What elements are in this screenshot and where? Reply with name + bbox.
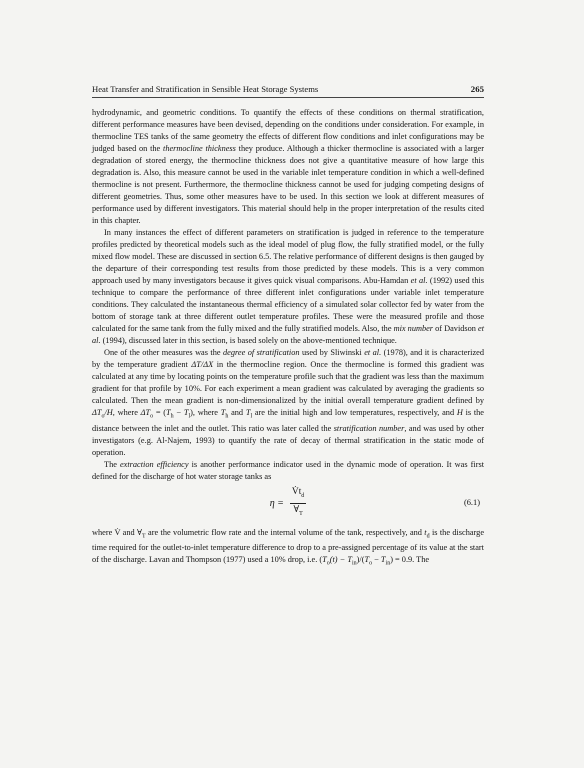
subscript: l bbox=[250, 413, 253, 420]
subscript: in bbox=[385, 560, 391, 567]
italic-text: et al. bbox=[364, 348, 382, 357]
subscript: o bbox=[369, 560, 373, 567]
text-run: hydrodynamic, and geometric conditions. To quantify the effects of these conditions on thermal stratification, different performance measures have been devised, depending on the conditions under consideration. For example, in thermocline TES tanks of the same geometry the effects of different flow conditions and inlet configurations may be judged based on the bbox=[92, 108, 484, 153]
italic-text: t bbox=[424, 527, 427, 537]
numerator-subscript: d bbox=[301, 493, 305, 500]
text-run: = ( bbox=[153, 408, 167, 417]
text-run: in the thermocline region. Once the thermocline is formed this gradient was calculated at any time by locating points on the temperature profile such that the gradient was less than the maximum gradient for that profile by 10%. For each experiment a mean gradient was calculated by averaging the gradients so calculated. Then the mean gradient is non-dimensionalized by the initial overall temperature gradient defined by bbox=[92, 360, 485, 405]
text-run: and bbox=[228, 408, 246, 417]
italic-text: et al. bbox=[410, 276, 428, 285]
subscript: l bbox=[188, 413, 191, 420]
subscript: h bbox=[225, 413, 229, 420]
italic-text: extraction efficiency bbox=[120, 459, 189, 469]
paragraph bbox=[92, 347, 484, 459]
paragraph bbox=[92, 107, 484, 227]
italic-text: mix number bbox=[393, 324, 434, 333]
text-run: − bbox=[372, 555, 381, 565]
text-run: , and was used by other investigators (e.g. Al-Najem, 1993) to quantify the rate of decay of thermal stratification in the static mode of operation. bbox=[92, 423, 484, 457]
equation-6-1 bbox=[92, 484, 484, 524]
italic-text: T bbox=[220, 408, 226, 417]
italic-text: degree of stratification bbox=[223, 348, 300, 357]
text-run: they produce. Although a thicker thermocline is associated with a larger degradation of stored energy, the thermocline thickness does not give a quantitative measure of how large this degradation is. Also, this measure cannot be used in the variable inlet temperature condition in which a well-defined thermocline is not present. Furthermore, the thermocline thickness cannot be used for judging competing designs of different geometries. Thus, some other measures have to be used. In this section we look at different measures of performance used by different investigators. This material should help in the proper interpretation of the results cited in this chapter. bbox=[92, 144, 484, 225]
equation-lhs: η = bbox=[269, 497, 284, 509]
italic-text: ΔT bbox=[92, 408, 102, 417]
page-number: 265 bbox=[470, 84, 484, 94]
italic-text: et al. bbox=[92, 324, 485, 345]
equation-denominator bbox=[293, 504, 302, 521]
subscript: in bbox=[351, 560, 357, 567]
paragraph bbox=[92, 527, 484, 570]
italic-text: stratification number bbox=[333, 423, 405, 433]
text-run: ), where bbox=[190, 408, 221, 417]
italic-text: T bbox=[380, 555, 386, 565]
text-run: , where bbox=[112, 408, 141, 417]
text-run: are the volumetric flow rate and the internal volume of the tank, respectively, and bbox=[145, 527, 425, 537]
italic-text: T bbox=[245, 408, 251, 417]
italic-text: T bbox=[364, 555, 370, 565]
text-run: is the discharge time required for the outlet-to-inlet temperature difference to drop to a pre-assigned percentage of its value at the start of the discharge. Lavan and Thompson (1977) used a 10% drop, i.e. ( bbox=[92, 527, 484, 565]
text-run: The bbox=[104, 459, 120, 469]
italic-text: ΔT/ΔX bbox=[191, 360, 214, 369]
text-run: One of the other measures was the bbox=[104, 348, 224, 357]
italic-text: T bbox=[166, 408, 171, 417]
equation-fraction bbox=[290, 486, 306, 521]
text-run: In many instances the effect of different parameters on stratification is judged in reference to the temperature profiles predicted by theoretical models such as the ideal model of plug flow, the fully stratified model, or the fully mixed flow model. These are discussed in section 6.5. The relative performance of different designs is then gauged by the departure of their corresponding test results from those predicted by these models. This is a very common approach used by many investigators because it gives quick visual comparisons. Abu-Hamdan bbox=[92, 228, 484, 285]
denominator-text: ∀ bbox=[293, 505, 300, 516]
subscript: h bbox=[170, 413, 174, 420]
paragraph bbox=[92, 227, 484, 347]
italic-text: T bbox=[183, 408, 189, 417]
italic-text: /H bbox=[104, 408, 113, 417]
italic-text: (t) − bbox=[329, 555, 348, 565]
italic-text: H bbox=[456, 408, 463, 417]
subscript: d bbox=[426, 533, 430, 540]
text-run: ) = 0.9. The bbox=[390, 555, 430, 565]
text-run: )/( bbox=[356, 555, 365, 565]
text-run: of Davidson bbox=[433, 324, 479, 333]
text-run: (1978), and it is characterized by the temperature gradient bbox=[92, 348, 484, 369]
equation-number: (6.1) bbox=[463, 497, 480, 507]
body-text bbox=[92, 107, 484, 570]
subscript: o bbox=[150, 413, 154, 420]
text-run: used by Sliwinski bbox=[299, 348, 365, 357]
italic-text: T bbox=[322, 555, 327, 565]
italic-text: T bbox=[347, 555, 352, 565]
subscript: o bbox=[326, 560, 330, 567]
text-run: is another performance indicator used in the dynamic mode of operation. It was first defined for the discharge of hot water storage tanks as bbox=[92, 459, 485, 481]
numerator-text: V̇t bbox=[291, 487, 302, 498]
text-run: where V̇ and ∀ bbox=[92, 527, 143, 537]
paragraph bbox=[92, 459, 484, 483]
subscript: o bbox=[101, 413, 105, 420]
text-run: − bbox=[173, 408, 184, 417]
italic-text: thermocline thickness bbox=[163, 144, 236, 153]
running-title: Heat Transfer and Stratification in Sensible Heat Storage Systems bbox=[92, 84, 319, 94]
equation-numerator bbox=[290, 486, 306, 504]
text-run: are the initial high and low temperatures, respectively, and bbox=[252, 408, 457, 417]
running-header bbox=[92, 84, 484, 98]
subscript: T bbox=[142, 533, 146, 540]
denominator-subscript: T bbox=[299, 511, 303, 518]
italic-text: ΔT bbox=[140, 408, 151, 417]
text-run: is the distance between the inlet and the outlet. This ratio was later called the bbox=[92, 408, 484, 433]
text-run: (1994), discussed later in this section, is based solely on the above-mentioned technique. bbox=[100, 336, 397, 345]
text-run: (1992) used this technique to compare the performance of three different inlet configurations under variable inlet temperature conditions. They calculated the instantaneous thermal efficiency of a simulated solar collector fed by water from the bottom of storage tank at three different outlet temperature profiles. These were the measured profile and those calculated for the same tank from the fully mixed and the fully stratified models. Also, the bbox=[92, 276, 484, 333]
